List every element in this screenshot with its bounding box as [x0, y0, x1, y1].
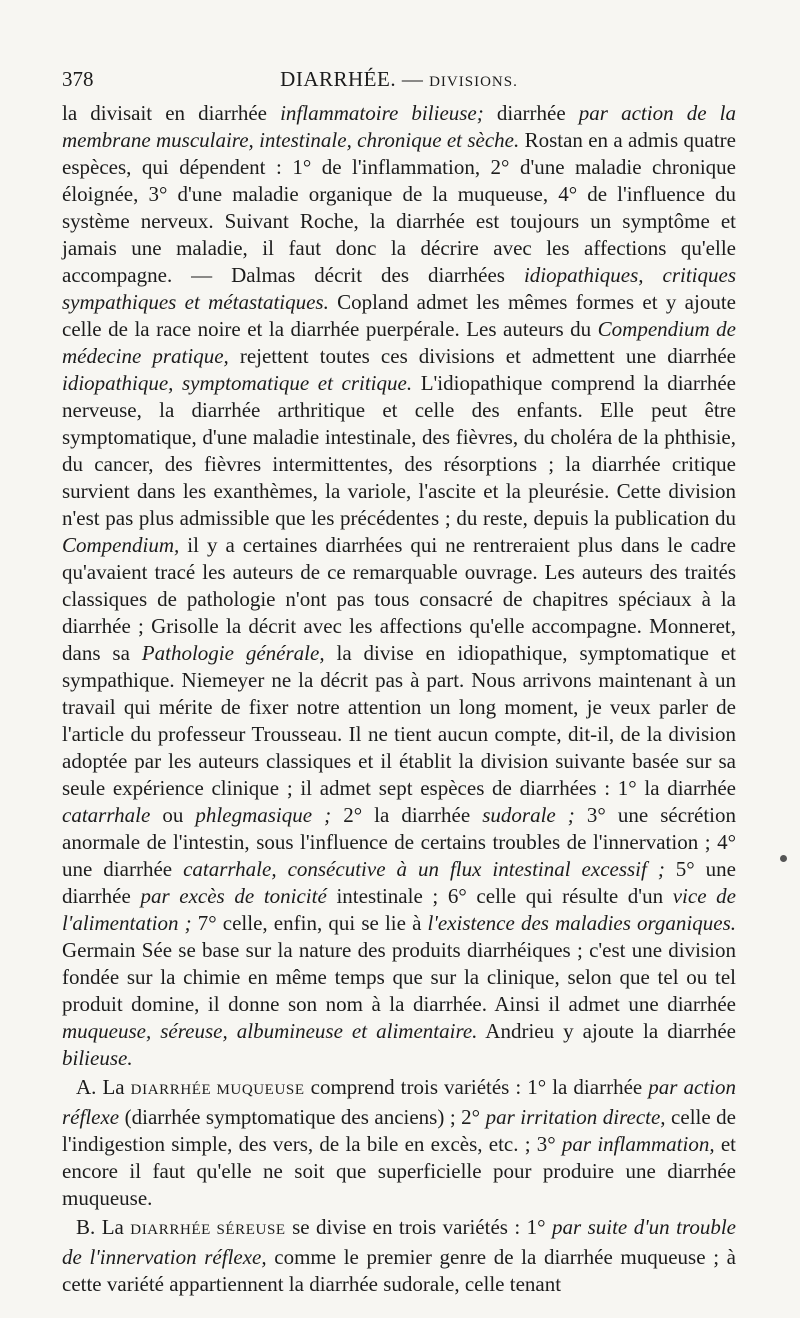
text-run: comme le premier genre de la diarrhée muqueuse ; à cette variété appartiennent la diarrhée sudorale, celle tenant [62, 1245, 736, 1296]
italic-run: idiopathique, symptomatique et critique. [62, 371, 413, 395]
text-run: ou [150, 803, 196, 827]
italic-run: muqueuse, séreuse, albumineuse et alimentaire. [62, 1019, 478, 1043]
paragraph-classifications [62, 100, 736, 1072]
page-number: 378 [62, 67, 94, 91]
italic-run: par irritation directe, [485, 1105, 666, 1129]
italic-run: sudorale ; [482, 803, 575, 827]
running-title [62, 62, 736, 99]
italic-run: idiopathiques, critiques sympathiques et métastatiques. [62, 263, 736, 314]
italic-run: bilieuse. [62, 1046, 133, 1070]
italic-run: inflammatoire bilieuse; [280, 101, 484, 125]
italic-run: catarrhale [62, 803, 151, 827]
running-title-main: DIARRHÉE. — [280, 67, 430, 91]
text-run: Rostan en a admis quatre espèces, qui dépendent : 1° de l'inflammation, 2° d'une maladie chronique éloignée, 3° d'une maladie organique de la muqueuse, 4° de l'influence du système nerveux. Suivant Roche, la diarrhée est toujours un symptôme et jamais une maladie, il faut donc la décrire avec les affections qu'elle accompagne. — Dalmas décrit des diarrhées [62, 128, 736, 287]
text-run: rejettent toutes ces divisions et admettent une diarrhée [228, 344, 736, 368]
italic-run: l'existence des maladies organiques. [427, 911, 737, 935]
running-title-section: DIVISIONS. [429, 74, 518, 90]
text-run: se divise en trois variétés : 1° [285, 1215, 552, 1239]
text-run: Germain Sée se base sur la nature des produits diarrhéiques ; c'est une division fondée sur la chimie en même temps que sur la clinique, selon que tel ou tel produit domine, il donne son nom à la diarrhée. Ainsi il admet une diarrhée [62, 938, 736, 1016]
text-run: il y a certaines diarrhées qui ne rentreraient plus dans le cadre qu'avaient tracé les auteurs de ce remarquable ouvrage. Les auteurs des traités classiques de pathologie n'ont pas tous consacré de chapitres spéciaux à la diarrhée ; Grisolle la décrit avec les affections qu'elle accompagne. Monneret, dans sa [62, 533, 736, 665]
text-run: (diarrhée symptomatique des anciens) ; 2° [119, 1105, 486, 1129]
italic-run: Pathologie générale, [141, 641, 325, 665]
text-run: L'idiopathique comprend la diarrhée nerveuse, la diarrhée arthritique et celle des enfants. Elle peut être symptomatique, d'une maladie intestinale, des fièvres, du choléra de la phthisie, du cancer, des fièvres intermittentes, des résorptions ; la diarrhée critique survient dans les exanthèmes, la variole, l'ascite et la pleurésie. Cette division n'est pas plus admissible que les précédentes ; du reste, depuis la publication du [62, 371, 737, 530]
italic-run: par suite d'un trouble de l'innervation réflexe, [62, 1215, 736, 1269]
page-body [62, 100, 736, 1298]
italic-run: par action réflexe [62, 1075, 736, 1129]
text-run: 3° une sécrétion anormale de l'intestin, sous l'influence de certains troubles de l'innervation ; 4° une diarrhée [62, 803, 737, 881]
text-run: B. La [76, 1215, 131, 1239]
text-run: comprend trois variétés : 1° la diarrhée [304, 1075, 649, 1099]
text-run: 5° une diarrhée [62, 857, 737, 908]
text-run: 2° la diarrhée [331, 803, 483, 827]
italic-run: phlegmasique ; [195, 803, 332, 827]
paragraph-diarrhee-sereuse [62, 1214, 736, 1298]
text-run: la divise en idiopathique, symptomatique et sympathique. Niemeyer ne la décrit pas à part. Nous arrivons maintenant à un travail qui mérite de fixer notre attention un long moment, je veux parler de l'article du professeur Trousseau. Il ne tient aucun compte, dit-il, de la division adoptée par les auteurs classiques et il établit la division suivante basée sur sa seule expérience clinique ; il admet sept espèces de diarrhées : 1° la diarrhée [62, 641, 736, 800]
running-header [62, 62, 736, 96]
margin-speck [780, 855, 787, 862]
italic-run: par excès de tonicité [140, 884, 327, 908]
small-caps-run: DIARRHÉE SÉREUSE [130, 1222, 286, 1238]
text-run: celle de l'indigestion simple, des vers, de la bile en excès, etc. ; 3° [62, 1105, 736, 1156]
italic-run: Compendium de médecine pratique, [62, 317, 736, 368]
text-run: intestinale ; 6° celle qui résulte d'un [326, 884, 673, 908]
text-run: diarrhée [483, 101, 579, 125]
text-run: Andrieu y ajoute la diarrhée [477, 1019, 736, 1043]
paragraph-diarrhee-muqueuse [62, 1074, 736, 1212]
text-run: 7° celle, enfin, qui se lie à [191, 911, 428, 935]
text-run: Copland admet les mêmes formes et y ajoute celle de la race noire et la diarrhée puerpérale. Les auteurs du [62, 290, 736, 341]
italic-run: catarrhale, consécutive à un flux intestinal excessif ; [183, 857, 665, 881]
italic-run: vice de l'alimentation ; [62, 884, 736, 935]
italic-run: par inflammation, [561, 1132, 715, 1156]
italic-run: par action de la membrane musculaire, intestinale, chronique et sèche. [62, 101, 736, 152]
small-caps-run: DIARRHÉE MUQUEUSE [130, 1082, 305, 1098]
text-run: et encore il faut qu'elle ne soit que superficielle pour produire une diarrhée muqueuse. [62, 1132, 736, 1210]
italic-run: Compendium, [62, 533, 180, 557]
text-run: la divisait en diarrhée [62, 101, 281, 125]
text-run: A. La [76, 1075, 131, 1099]
